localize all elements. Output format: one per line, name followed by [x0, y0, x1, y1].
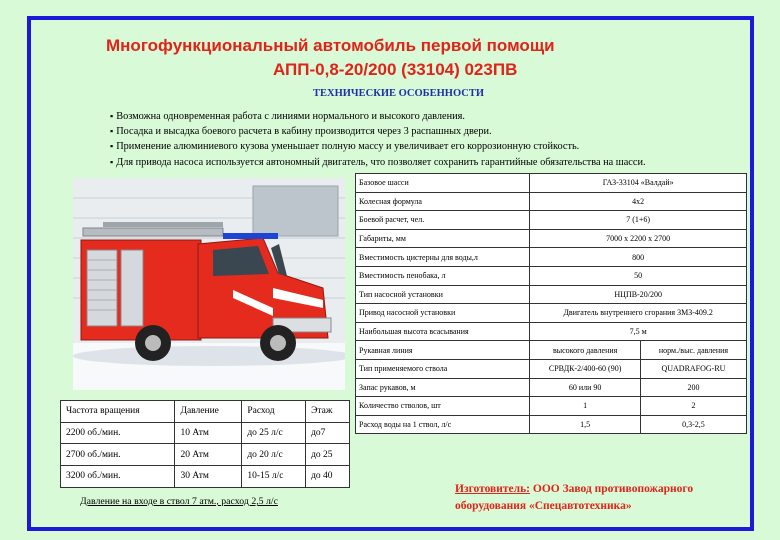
- table-row: [356, 378, 747, 397]
- table-row: [356, 211, 747, 230]
- spec-value: 7000 х 2200 х 2700: [530, 229, 747, 248]
- spec-value: 200: [640, 378, 746, 397]
- table-cell: до 20 л/с: [242, 444, 306, 466]
- spec-value: НЦПВ-20/200: [530, 285, 747, 304]
- spec-name: Колесная формула: [356, 192, 530, 211]
- spec-value: 0,3-2,5: [640, 415, 746, 434]
- spec-value: 1,5: [530, 415, 641, 434]
- spec-value: 800: [530, 248, 747, 267]
- table-row: [356, 229, 747, 248]
- manufacturer-name-line1: ООО Завод противопожарного: [530, 483, 694, 495]
- spec-value: 7,5 м: [530, 322, 747, 341]
- spec-value: 60 или 90: [530, 378, 641, 397]
- specifications-table: [355, 173, 747, 434]
- feature-item: ▪ Применение алюминиевого кузова уменьшает полную массу и увеличивает его коррозионную стойкость.: [110, 139, 646, 154]
- table-cell: до 40: [306, 466, 350, 488]
- table-cell: до 25: [306, 444, 350, 466]
- table-row: [356, 285, 747, 304]
- table-row: [356, 359, 747, 378]
- spec-value: норм./выс. давления: [640, 341, 746, 360]
- column-header: Частота вращения: [61, 401, 175, 423]
- spec-value: 4х2: [530, 192, 747, 211]
- spec-name: Вместимость пенобака, л: [356, 266, 530, 285]
- spec-value: QUADRAFOG-RU: [640, 359, 746, 378]
- spec-name: Расход воды на 1 ствол, л/с: [356, 415, 530, 434]
- manufacturer-name-line2: оборудования «Спецавтотехника»: [455, 500, 632, 512]
- feature-list: [110, 109, 646, 170]
- section-subtitle: ТЕХНИЧЕСКИЕ ОСОБЕННОСТИ: [313, 88, 484, 99]
- table-cell: до7: [306, 422, 350, 444]
- table-row: [61, 466, 350, 488]
- page-title-line2: АПП-0,8-20/200 (33104) 023ПВ: [273, 60, 518, 79]
- table-cell: 30 Атм: [175, 466, 242, 488]
- pressure-note: Давление на входе в ствол 7 атм., расход 2,5 л/с: [80, 496, 278, 507]
- feature-item: ▪ Посадка и высадка боевого расчета в кабину производится через 3 распашных двери.: [110, 124, 646, 139]
- page-title-line1: Многофункциональный автомобиль первой помощи: [106, 36, 555, 55]
- table-row: [356, 304, 747, 323]
- spec-value: 7 (1+6): [530, 211, 747, 230]
- spec-name: Количество стволов, шт: [356, 397, 530, 416]
- spec-name: Боевой расчет, чел.: [356, 211, 530, 230]
- table-row: [356, 415, 747, 434]
- table-row: [61, 444, 350, 466]
- column-header: Этаж: [306, 401, 350, 423]
- pump-speed-table: [60, 400, 350, 488]
- table-row: [356, 174, 747, 193]
- table-row: [356, 341, 747, 360]
- fire-truck-photo: [73, 178, 345, 390]
- spec-name: Вместимость цистерны для воды,л: [356, 248, 530, 267]
- spec-value: 1: [530, 397, 641, 416]
- spec-value: 50: [530, 266, 747, 285]
- manufacturer-label: Изготовитель:: [455, 483, 531, 495]
- table-cell: 2200 об./мин.: [61, 422, 175, 444]
- feature-item: ▪ Для привода насоса используется автономный двигатель, что позволяет сохранить гарантийные обязательства на шасси.: [110, 155, 646, 170]
- manufacturer-block: [455, 481, 693, 515]
- table-row: [356, 266, 747, 285]
- spec-name: Привод насосной установки: [356, 304, 530, 323]
- table-row: [356, 322, 747, 341]
- spec-name: Запас рукавов, м: [356, 378, 530, 397]
- spec-name: Рукавная линия: [356, 341, 530, 360]
- spec-name: Тип насосной установки: [356, 285, 530, 304]
- spec-value: СРВДК-2/400-60 (90): [530, 359, 641, 378]
- table-row: [356, 192, 747, 211]
- table-cell: 10-15 л/с: [242, 466, 306, 488]
- spec-value: 2: [640, 397, 746, 416]
- spec-name: Габариты, мм: [356, 229, 530, 248]
- spec-name: Тип применяемого ствола: [356, 359, 530, 378]
- table-cell: до 25 л/с: [242, 422, 306, 444]
- column-header: Расход: [242, 401, 306, 423]
- spec-name: Наибольшая высота всасывания: [356, 322, 530, 341]
- table-cell: 2700 об./мин.: [61, 444, 175, 466]
- spec-value: высокого давления: [530, 341, 641, 360]
- spec-name: Базовое шасси: [356, 174, 530, 193]
- table-row: [61, 422, 350, 444]
- column-header: Давление: [175, 401, 242, 423]
- spec-value: Двигатель внутреннего сгорания ЗМЗ-409.2: [530, 304, 747, 323]
- feature-item: ▪ Возможна одновременная работа с линиями нормального и высокого давления.: [110, 109, 646, 124]
- table-row: [356, 397, 747, 416]
- table-header-row: [61, 401, 350, 423]
- table-row: [356, 248, 747, 267]
- table-cell: 3200 об./мин.: [61, 466, 175, 488]
- table-cell: 20 Атм: [175, 444, 242, 466]
- spec-value: ГАЗ-33104 «Валдай»: [530, 174, 747, 193]
- table-cell: 10 Атм: [175, 422, 242, 444]
